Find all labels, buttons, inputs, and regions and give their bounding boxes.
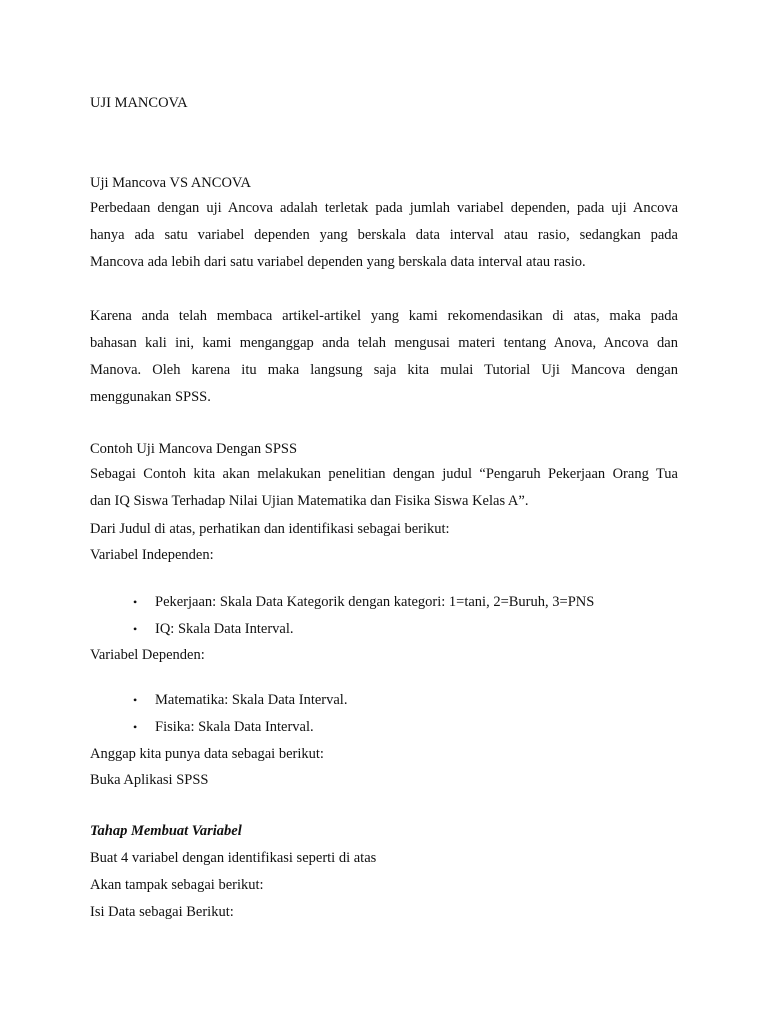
paragraph-line: menggunakan SPSS. (90, 389, 211, 405)
paragraph-line: Perbedaan dengan uji Ancova adalah terletak pada jumlah variabel dependen, pada uji Ancova (90, 200, 678, 216)
independent-variable-label: Variabel Independen: (90, 547, 214, 563)
section-heading-example: Contoh Uji Mancova Dengan SPSS (90, 441, 298, 457)
list-item-text: Fisika: Skala Data Interval. (155, 719, 314, 735)
paragraph-intro (90, 303, 678, 411)
section-heading-create-variables: Tahap Membuat Variabel (90, 823, 242, 839)
list-item (133, 718, 314, 736)
paragraph-line: hanya ada satu variabel dependen yang berskala data interval atau rasio, sedangkan pada (90, 227, 678, 243)
step-appearance: Akan tampak sebagai berikut: (90, 877, 264, 893)
step-fill-data: Isi Data sebagai Berikut: (90, 904, 234, 920)
dependent-variable-label: Variabel Dependen: (90, 647, 205, 663)
list-item (133, 691, 348, 709)
bullet-icon: • (133, 595, 138, 609)
paragraph-line: dan IQ Siswa Terhadap Nilai Ujian Matematika dan Fisika Siswa Kelas A”. (90, 493, 529, 509)
bullet-icon: • (133, 720, 138, 734)
list-item (133, 593, 595, 611)
list-item-text: IQ: Skala Data Interval. (155, 621, 294, 637)
section-heading-mancova-vs-ancova: Uji Mancova VS ANCOVA (90, 175, 251, 191)
document-title: UJI MANCOVA (90, 95, 188, 111)
open-app-text: Buka Aplikasi SPSS (90, 772, 209, 788)
list-item-text: Matematika: Skala Data Interval. (155, 692, 348, 708)
paragraph-line: Sebagai Contoh kita akan melakukan penelitian dengan judul “Pengaruh Pekerjaan Orang Tua (90, 466, 678, 482)
paragraph-line: Manova. Oleh karena itu maka langsung saja kita mulai Tutorial Uji Mancova dengan (90, 362, 678, 378)
bullet-icon: • (133, 622, 138, 636)
paragraph-example (90, 461, 678, 515)
identify-text: Dari Judul di atas, perhatikan dan identifikasi sebagai berikut: (90, 521, 450, 537)
paragraph-line: Mancova ada lebih dari satu variabel dependen yang berskala data interval atau rasio. (90, 254, 586, 270)
list-item (133, 620, 294, 638)
paragraph-difference (90, 195, 678, 276)
bullet-icon: • (133, 693, 138, 707)
paragraph-line: bahasan kali ini, kami menganggap anda telah mengusai materi tentang Anova, Ancova dan (90, 335, 678, 351)
assume-data-text: Anggap kita punya data sebagai berikut: (90, 746, 324, 762)
paragraph-line: Karena anda telah membaca artikel-artikel yang kami rekomendasikan di atas, maka pada (90, 308, 678, 324)
list-item-text: Pekerjaan: Skala Data Kategorik dengan kategori: 1=tani, 2=Buruh, 3=PNS (155, 594, 595, 610)
step-create-variables: Buat 4 variabel dengan identifikasi seperti di atas (90, 850, 377, 866)
